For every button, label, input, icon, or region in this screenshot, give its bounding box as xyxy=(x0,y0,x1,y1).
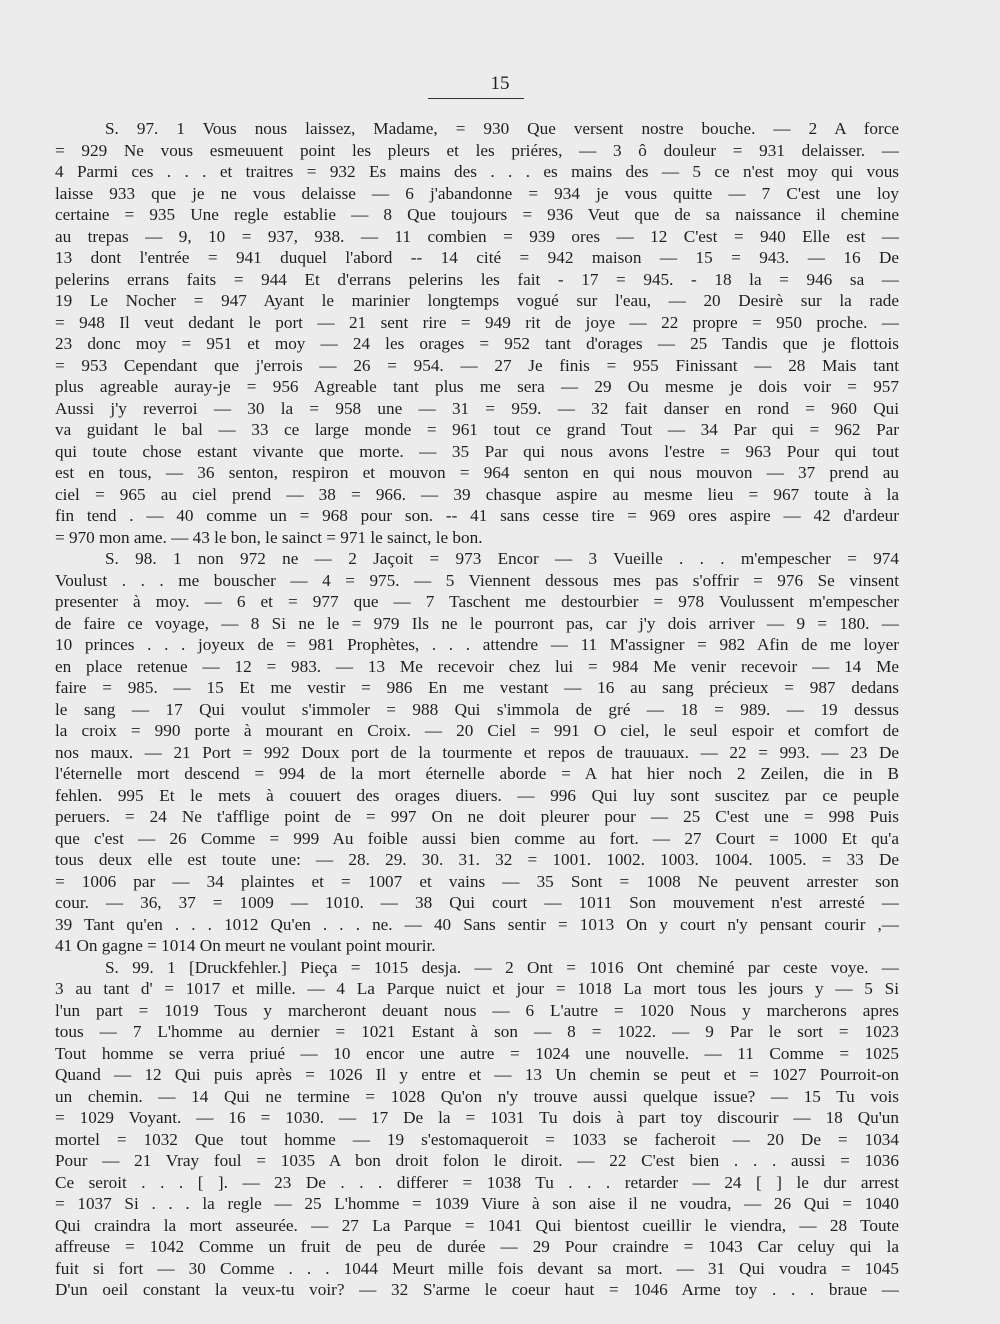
text-line: affreuse = 1042 Comme un fruit de peu de durée — 29 Pour craindre = 1043 Car celuy qui la xyxy=(55,1237,899,1256)
text-line: mortel = 1032 Que tout homme — 19 s'estomaqueroit = 1033 se facheroit — 20 De = 1034 xyxy=(55,1129,899,1149)
text-line: tous deux elle est toute une: — 28. 29. 30. 31. 32 = 1001. 1002. 1003. 1004. 1005. = 33 De xyxy=(55,850,899,869)
text-line: = 1006 par — 34 plaintes et = 1007 et vains — 35 Sont = 1008 Ne peuvent arrester son xyxy=(55,871,899,891)
text-line: qui toute chose estant vivante que morte. — 35 Par qui nous avons l'estre = 963 Pour qui tout xyxy=(55,441,899,461)
text-line: tous — 7 L'homme au dernier = 1021 Estant à son — 8 = 1022. — 9 Par le sort = 1023 xyxy=(55,1022,899,1041)
page-number-rule xyxy=(428,98,524,99)
text-line: l'éternelle mort descend = 994 de la mort éternelle aborde = A hat hier noch 2 Zeilen, die in B xyxy=(55,764,899,783)
text-line: l'un part = 1019 Tous y marcheront deuant nous — 6 L'autre = 1020 Nous y marcherons apres xyxy=(55,1000,899,1020)
text-line: certaine = 935 Une regle establie — 8 Que toujours = 936 Veut que de sa naissance il chemine xyxy=(55,205,899,224)
text-line: le sang — 17 Qui voulut s'immoler = 988 Qui s'immola de gré — 18 = 989. — 19 dessus xyxy=(55,699,899,719)
text-line: pelerins errans faits = 944 Et d'errans pelerins les fait - 17 = 945. - 18 la = 946 sa — xyxy=(55,269,899,289)
text-line: faire = 985. — 15 Et me vestir = 986 En me vestant — 16 au sang précieux = 987 dedans xyxy=(55,678,899,697)
text-line: S. 97. 1 Vous nous laissez, Madame, = 930 Que versent nostre bouche. — 2 A force xyxy=(105,119,899,138)
text-line: Tout homme se verra priué — 10 encor une autre = 1024 une nouvelle. — 11 Comme = 1025 xyxy=(55,1043,899,1063)
text-line: est en tous, — 36 senton, respiron et mouvon = 964 senton en qui nous mouvon — 37 prend au xyxy=(55,463,899,482)
text-line: fuit si fort — 30 Comme . . . 1044 Meurt mille fois devant sa mort. — 31 Qui voudra = 1045 xyxy=(55,1258,899,1278)
text-line: fehlen. 995 Et le mets à couuert des orages diuers. — 996 Qui luy sont suscitez par ce peuple xyxy=(55,785,899,805)
text-line: 13 dont l'entrée = 941 duquel l'abord -- 14 cité = 942 maison — 15 = 943. — 16 De xyxy=(55,248,899,267)
text-line: 39 Tant qu'en . . . 1012 Qu'en . . . ne. — 40 Sans sentir = 1013 On y court n'y pensant courir ,— xyxy=(55,914,899,934)
text-line: que c'est — 26 Comme = 999 Au foible aussi bien comme au fort. — 27 Court = 1000 Et qu'a xyxy=(55,828,899,848)
text-line: 23 donc moy = 951 et moy — 24 les orages = 952 tant d'orages — 25 Tandis que je flottois xyxy=(55,334,899,353)
text-line: laisse 933 que je ne vous delaisse — 6 j'abandonne = 934 je vous quitte — 7 C'est une loy xyxy=(55,183,899,203)
text-line: fin tend . — 40 comme un = 968 pour son. -- 41 sans cesse tire = 969 ores aspire — 42 d'ardeur xyxy=(55,506,899,525)
text-line: 10 princes . . . joyeux de = 981 Prophètes, . . . attendre — 11 M'assigner = 982 Afin de me loyer xyxy=(55,635,899,654)
text-line: Quand — 12 Qui puis après = 1026 Il y entre et — 13 Un chemin se peut et = 1027 Pourroit-on xyxy=(55,1065,899,1084)
text-line: plus agreable auray-je = 956 Agreable tant plus me sera — 29 Ou mesme je dois voir = 957 xyxy=(55,377,899,396)
text-line: 4 Parmi ces . . . et traitres = 932 Es mains des . . . es mains des — 5 ce n'est moy qui vous xyxy=(55,162,899,181)
notes-text-block xyxy=(55,118,899,1322)
text-line xyxy=(55,1301,899,1323)
text-line: = 948 Il veut dedant le port — 21 sent rire = 949 rit de joye — 22 propre = 950 proche. — xyxy=(55,312,899,332)
text-line: Voulust . . . me bouscher — 4 = 975. — 5 Viennent dessous mes pas s'offrir = 976 Se vinsent xyxy=(55,570,899,590)
text-line: 3 au tant d' = 1017 et mille. — 4 La Parque nuict et jour = 1018 La mort tous les jours y — 5 Si xyxy=(55,979,899,998)
text-line: cour. — 36, 37 = 1009 — 1010. — 38 Qui court — 1011 Son mouvement n'est arresté — xyxy=(55,893,899,912)
text-line: S. 98. 1 non 972 ne — 2 Jaçoit = 973 Encor — 3 Vueille . . . m'empescher = 974 xyxy=(105,549,899,568)
text-line: Pour — 21 Vray foul = 1035 A bon droit folon le diroit. — 22 C'est bien . . . aussi = 1036 xyxy=(55,1151,899,1170)
text-line: = 953 Cependant que j'errois — 26 = 954. — 27 Je finis = 955 Finissant — 28 Mais tant xyxy=(55,355,899,375)
text-line: D'un oeil constant la veux-tu voir? — 32 S'arme le coeur haut = 1046 Arme toy . . . braue — xyxy=(55,1280,899,1299)
text-line: va guidant le bal — 33 ce large monde = 961 tout ce grand Tout — 34 Par qui = 962 Par xyxy=(55,420,899,439)
text-line: au trepas — 9, 10 = 937, 938. — 11 combien = 939 ores — 12 C'est = 940 Elle est — xyxy=(55,226,899,246)
text-line: presenter à moy. — 6 et = 977 que — 7 Taschent me destourbier = 978 Voulussent m'empescher xyxy=(55,592,899,611)
text-line: = 970 mon ame. — 43 le bon, le sainct = 971 le sainct, le bon. xyxy=(55,527,483,547)
text-line: nos maux. — 21 Port = 992 Doux port de la tourmente et repos de trauuaux. — 22 = 993. — 23 De xyxy=(55,742,899,762)
text-line: S. 99. 1 [Druckfehler.] Pieça = 1015 desja. — 2 Ont = 1016 Ont cheminé par ceste voye. — xyxy=(105,957,899,977)
text-line: Qui craindra la mort asseurée. — 27 La Parque = 1041 Qui bientost cueillir le viendra, — 28 Toute xyxy=(55,1215,899,1235)
text-line: = 1029 Voyant. — 16 = 1030. — 17 De la = 1031 Tu dois à part toy discourir — 18 Qu'un xyxy=(55,1108,899,1127)
text-line: 19 Le Nocher = 947 Ayant le marinier longtemps vogué sur l'eau, — 20 Desirè sur la rade xyxy=(55,291,899,310)
text-line: ciel = 965 au ciel prend — 38 = 966. — 39 chasque aspire au mesme lieu = 967 toute à la xyxy=(55,484,899,504)
text-line: Ce seroit . . . [ ]. — 23 De . . . differer = 1038 Tu . . . retarder — 24 [ ] le dur arrest xyxy=(55,1172,899,1192)
text-line: un chemin. — 14 Qui ne termine = 1028 Qu'on n'y trouve aussi quelque issue? — 15 Tu vois xyxy=(55,1086,899,1106)
text-line: Aussi j'y reverroi — 30 la = 958 une — 31 = 959. — 32 fait danser en rond = 960 Qui xyxy=(55,398,899,418)
page-number: 15 xyxy=(490,73,510,94)
text-line: en place retenue — 12 = 983. — 13 Me recevoir chez lui = 984 Me venir recevoir — 14 Me xyxy=(55,656,899,676)
text-line: = 929 Ne vous esmeuuent point les pleurs et les priéres, — 3 ô douleur = 931 delaisser. — xyxy=(55,140,899,160)
text-line: 41 On gagne = 1014 On meurt ne voulant point mourir. xyxy=(55,936,436,955)
text-line: peruers. = 24 Ne t'afflige point de = 997 On ne doit pleurer pour — 25 C'est une = 998 Puis xyxy=(55,807,899,826)
text-line: = 1037 Si . . . la regle — 25 L'homme = 1039 Viure à son aise il ne voudra, — 26 Qui = 1040 xyxy=(55,1194,899,1213)
text-line: la croix = 990 porte à mourant en Croix. — 20 Ciel = 991 O ciel, le seul espoir et comfort de xyxy=(55,721,899,740)
text-line: de faire ce voyage, — 8 Si ne le = 979 Ils ne le pourront pas, car j'y dois arriver — 9 = 180. — xyxy=(55,613,899,633)
